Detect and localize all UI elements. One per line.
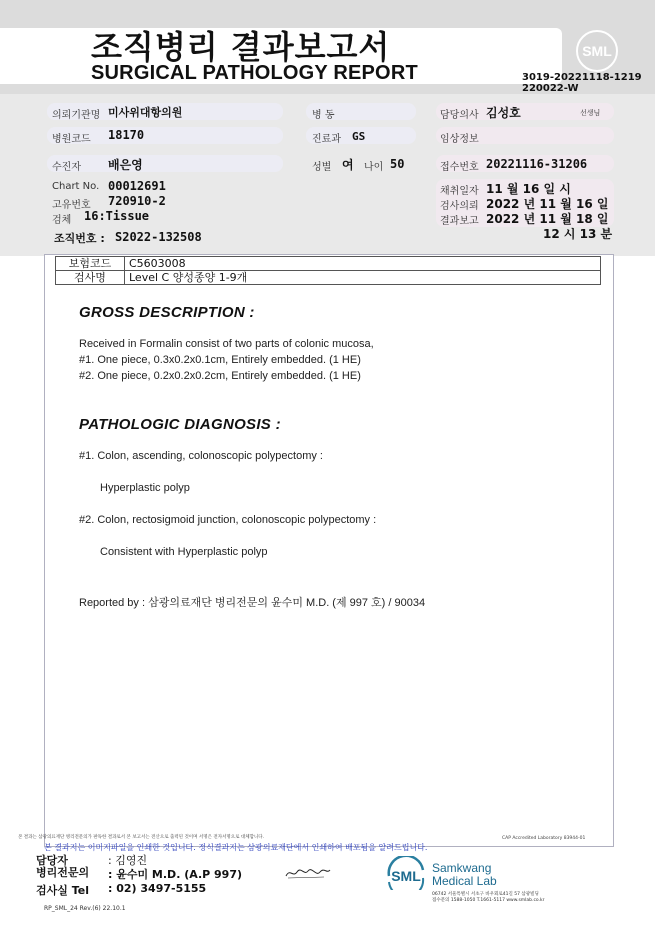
form-code: RP_SML_24 Rev.(6) 22.10.1 bbox=[44, 905, 126, 912]
table-row bbox=[56, 271, 601, 285]
ward-label: 병 동 bbox=[312, 110, 335, 121]
gross-line: #2. One piece, 0.2x0.2x0.2cm, Entirely embedded. (1 HE) bbox=[79, 370, 361, 382]
collect-date-value: 11 월 16 일 시 bbox=[486, 182, 571, 196]
company-name bbox=[432, 862, 497, 888]
company-name-line2: Medical Lab bbox=[432, 874, 497, 888]
sex-label: 성별 bbox=[312, 162, 332, 173]
receipt-no-value: 20221116-31206 bbox=[486, 157, 588, 171]
reported-by: Reported by : 삼광의료재단 병리전문의 윤수미 M.D. (제 997 호) / 90034 bbox=[79, 597, 426, 609]
pathologic-diagnosis-title: PATHOLOGIC DIAGNOSIS : bbox=[79, 416, 281, 433]
id-no-label: 고유번호 bbox=[52, 200, 91, 211]
diagnosis-result: Consistent with Hyperplastic polyp bbox=[100, 546, 268, 558]
samkwang-logo-icon bbox=[385, 856, 427, 890]
report-title-english: SURGICAL PATHOLOGY REPORT bbox=[91, 62, 418, 84]
institution-label: 의뢰기관명 bbox=[52, 110, 101, 121]
specimen-value: 16:Tissue bbox=[84, 209, 150, 223]
chart-no-label: Chart No. bbox=[52, 181, 100, 192]
age-label: 나이 bbox=[364, 162, 384, 173]
gross-line: Received in Formalin consist of two parts of colonic mucosa, bbox=[79, 338, 374, 350]
report-date-value: 2022 년 11 월 18 일 bbox=[486, 212, 609, 226]
sml-logo-icon: SML bbox=[576, 30, 618, 72]
footer-fine-print: 본 결과는 삼광의료재단 병리전문의가 판독한 결과로서 본 보고서는 전산으로 출력된 것이며 서명은 전자서명으로 대체합니다. bbox=[18, 835, 265, 840]
svg-text:SML: SML bbox=[391, 868, 421, 884]
report-number-line2: 220022-W bbox=[522, 83, 579, 94]
doctor-value: 김성호 bbox=[486, 106, 521, 120]
test-name-label: 검사명 bbox=[56, 271, 125, 285]
report-number-line1: 3019-20221118-1219 bbox=[522, 72, 642, 83]
request-date-value: 2022 년 11 월 16 일 bbox=[486, 197, 609, 211]
manager-label: 담당자 bbox=[36, 854, 68, 867]
doctor-label: 담당의사 bbox=[440, 110, 479, 121]
company-address bbox=[432, 892, 545, 904]
patient-label: 수진자 bbox=[52, 162, 81, 173]
insurance-code-label: 보험코드 bbox=[56, 257, 125, 271]
sex-value: 여 bbox=[342, 158, 354, 172]
test-name-value: Level C 양성종양 1-9개 bbox=[125, 271, 601, 285]
table-row bbox=[56, 257, 601, 271]
id-no-value: 720910-2 bbox=[108, 194, 166, 208]
diagnosis-result: Hyperplastic polyp bbox=[100, 482, 190, 494]
receipt-no-label: 접수번호 bbox=[440, 162, 479, 173]
manager-value: : 김영진 bbox=[108, 854, 148, 867]
hospital-code-value: 18170 bbox=[108, 128, 145, 142]
insurance-code-value: C5603008 bbox=[125, 257, 601, 271]
diagnosis-item: #1. Colon, ascending, colonoscopic polypectomy : bbox=[79, 450, 323, 462]
gross-description-title: GROSS DESCRIPTION : bbox=[79, 304, 255, 321]
collect-date-label: 채취일자 bbox=[440, 186, 479, 197]
report-number bbox=[522, 72, 642, 94]
institution-value: 미사위대항의원 bbox=[108, 106, 183, 119]
test-code-table bbox=[55, 256, 601, 285]
specialist-label: 병리전문의 bbox=[36, 866, 90, 879]
phone-value: : 02) 3497-5155 bbox=[108, 882, 207, 895]
report-time-value: 12 시 13 분 bbox=[543, 227, 613, 241]
chart-no-value: 00012691 bbox=[108, 179, 166, 193]
company-address-line2: 접수문의 1588-1050 T.1661-5117 www.smlab.co.kr bbox=[432, 898, 545, 903]
clinical-label: 임상정보 bbox=[440, 134, 479, 145]
tissue-no-label: 조직번호 : bbox=[54, 232, 105, 245]
diagnosis-item: #2. Colon, rectosigmoid junction, colonoscopic polypectomy : bbox=[79, 514, 377, 526]
specimen-label: 검체 bbox=[52, 215, 72, 226]
hospital-code-label: 병원코드 bbox=[52, 134, 91, 145]
company-address-line1: 06742 서울특별시 서초구 바우뫼로41길 57 삼광빌딩 bbox=[432, 892, 539, 897]
phone-label: 검사실 Tel bbox=[36, 884, 89, 897]
field-bg bbox=[47, 155, 283, 172]
tissue-no-value: S2022-132508 bbox=[115, 230, 202, 244]
report-title-korean: 조직병리 결과보고서 bbox=[91, 28, 391, 66]
image-copy-notice: 본 결과지는 이미지파일을 인쇄한 것입니다. 정식결과지는 삼광의료재단에서 인쇄하여 배포됨을 알려드립니다. bbox=[44, 843, 428, 852]
department-label: 진료과 bbox=[312, 134, 341, 145]
signature-image bbox=[284, 866, 332, 880]
cap-accreditation: CAP Accredited Laboratory 83944-01 bbox=[502, 836, 586, 841]
specialist-value: : 윤수미 M.D. (A.P 997) bbox=[108, 868, 243, 881]
company-name-line1: Samkwang bbox=[432, 861, 492, 875]
department-value: GS bbox=[352, 130, 366, 143]
report-date-label: 결과보고 bbox=[440, 216, 479, 227]
age-value: 50 bbox=[390, 157, 405, 171]
gross-line: #1. One piece, 0.3x0.2x0.1cm, Entirely embedded. (1 HE) bbox=[79, 354, 361, 366]
doctor-suffix: 선생님 bbox=[580, 109, 601, 117]
request-date-label: 검사의뢰 bbox=[440, 201, 479, 212]
patient-value: 배은영 bbox=[108, 158, 143, 172]
